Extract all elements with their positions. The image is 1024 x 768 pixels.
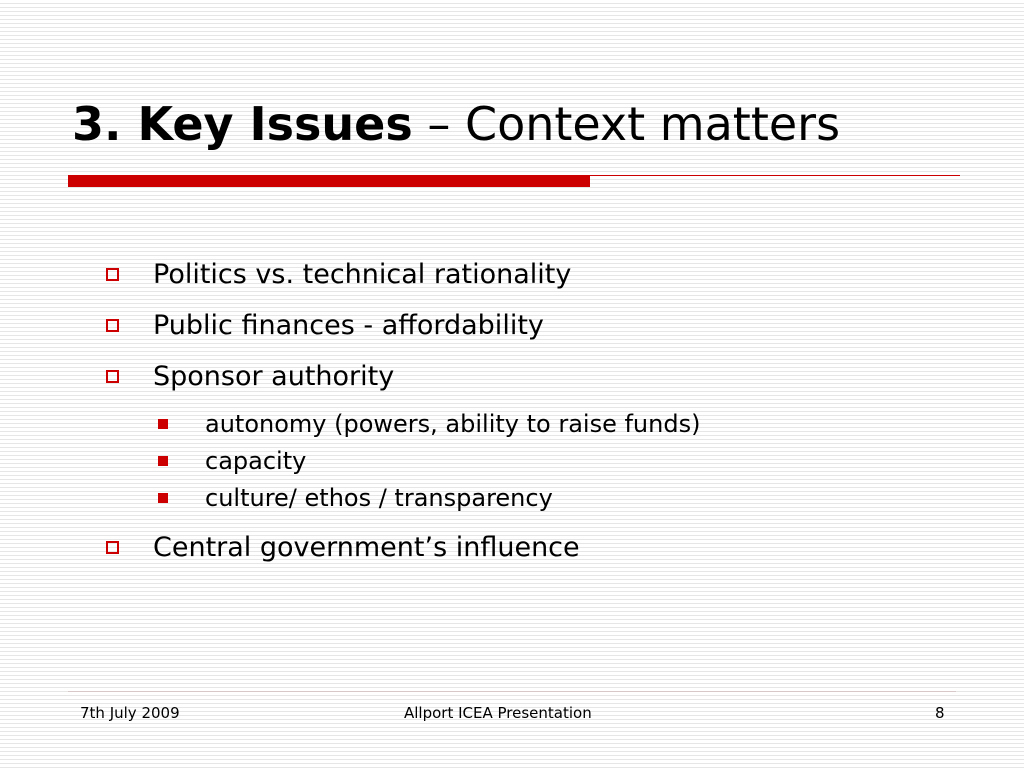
bullet-item xyxy=(106,254,571,294)
footer-date: 7th July 2009 xyxy=(80,704,180,722)
sub-bullet-item xyxy=(158,445,306,477)
sub-bullet-text: culture/ ethos / transparency xyxy=(205,484,553,512)
hollow-square-bullet-icon xyxy=(106,268,119,281)
bullet-text: Sponsor authority xyxy=(153,360,395,392)
slide-title xyxy=(72,92,840,156)
filled-square-bullet-icon xyxy=(158,456,168,466)
bullet-text: Politics vs. technical rationality xyxy=(153,258,572,290)
page-number: 8 xyxy=(935,704,945,722)
hollow-square-bullet-icon xyxy=(106,541,119,554)
title-rule-thin xyxy=(590,175,960,176)
bullet-item xyxy=(106,527,580,567)
bullet-text: Public finances - affordability xyxy=(153,309,544,341)
hollow-square-bullet-icon xyxy=(106,370,119,383)
filled-square-bullet-icon xyxy=(158,493,168,503)
hollow-square-bullet-icon xyxy=(106,319,119,332)
footer-title: Allport ICEA Presentation xyxy=(404,704,592,722)
footer-rule xyxy=(68,691,956,692)
bullet-item xyxy=(106,305,544,345)
filled-square-bullet-icon xyxy=(158,419,168,429)
sub-bullet-text: autonomy (powers, ability to raise funds) xyxy=(205,410,701,438)
sub-bullet-item xyxy=(158,408,700,440)
sub-bullet-item xyxy=(158,482,553,514)
title-rule-thick xyxy=(68,175,590,187)
bullet-text: Central government’s influence xyxy=(153,531,580,563)
slide-title-rest: – Context matters xyxy=(412,97,841,151)
slide-title-bold: 3. Key Issues xyxy=(72,97,413,151)
bullet-item xyxy=(106,356,394,396)
sub-bullet-text: capacity xyxy=(205,447,307,475)
